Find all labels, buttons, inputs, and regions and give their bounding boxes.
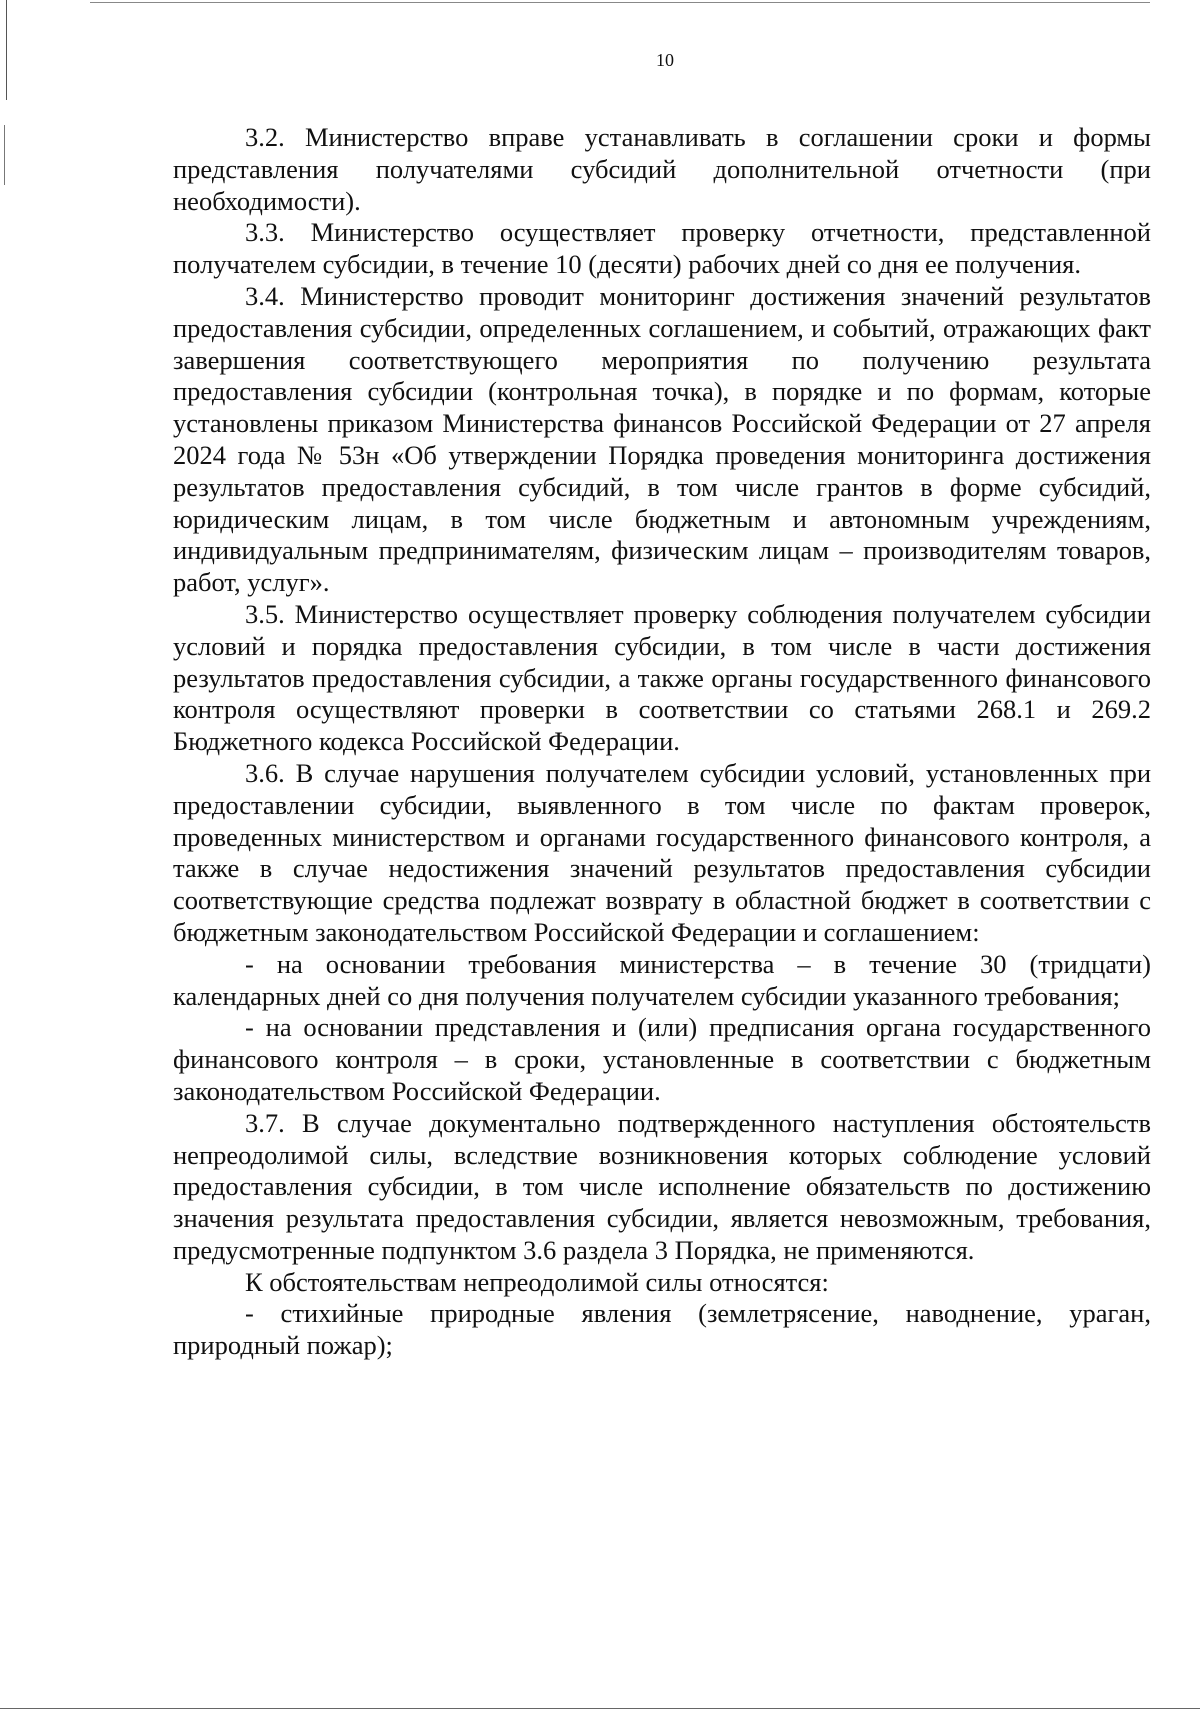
scan-edge-line bbox=[0, 1708, 1200, 1709]
scan-edge-line bbox=[90, 2, 1150, 3]
paragraph-3-6: 3.6. В случае нарушения получателем субсидии условий, установленных при предоставлении субсидии, выявленного в том числе по фактам проверок, проведенных министерством и органами государственного финансового контроля, а также в случае недостижения значений результатов предоставления субсидии соответствующие средства подлежат возврату в областной бюджет в соответствии с бюджетным законодательством Российской Федерации и соглашением: bbox=[173, 757, 1151, 947]
list-item-requirement: - на основании требования министерства – в течение 30 (тридцати) календарных дней со дня получения получателем субсидии указанного требования; bbox=[173, 948, 1151, 1011]
page-number: 10 bbox=[656, 50, 674, 70]
paragraph-force-majeure-intro: К обстоятельствам непреодолимой силы относятся: bbox=[245, 1266, 829, 1297]
paragraph-3-5: 3.5. Министерство осуществляет проверку соблюдения получателем субсидии условий и порядка предоставления субсидии, в том числе в части достижения результатов предоставления субсидии, а также органы государственного финансового контроля осуществляют проверки в соответствии со статьями 268.1 и 269.2 Бюджетного кодекса Российской Федерации. bbox=[173, 598, 1151, 757]
paragraph-3-7: 3.7. В случае документально подтвержденного наступления обстоятельств непреодолимой силы, вследствие возникновения которых соблюдение условий предоставления субсидии, в том числе исполнение обязательств по достижению значения результата предоставления субсидии, является невозможным, требования, предусмотренные подпунктом 3.6 раздела 3 Порядка, не применяются. bbox=[173, 1107, 1151, 1265]
list-item-prescription: - на основании представления и (или) предписания органа государственного финансового контроля – в сроки, установленные в соответствии с бюджетным законодательством Российской Федерации. bbox=[173, 1012, 1151, 1106]
document-body bbox=[173, 122, 1151, 1362]
scan-edge-line bbox=[4, 125, 5, 185]
paragraph-3-2: 3.2. Министерство вправе устанавливать в соглашении сроки и формы представления получателями субсидий дополнительной отчетности (при необходимости). bbox=[173, 122, 1151, 216]
paragraph-3-4: 3.4. Министерство проводит мониторинг достижения значений результатов предоставления субсидии, определенных соглашением, и событий, отражающих факт завершения соответствующего мероприятия по получению результата предоставления субсидии (контрольная точка), в порядке и по формам, которые установлены приказом Министерства финансов Российской Федерации от 27 апреля 2024 года № 53н «Об утверждении Порядка проведения мониторинга достижения результатов предоставления субсидий, в том числе грантов в форме субсидий, юридическим лицам, в том числе бюджетным и автономным учреждениям, индивидуальным предпринимателям, физическим лицам – производителям товаров, работ, услуг». bbox=[173, 280, 1151, 598]
list-item-natural-phenomena: - стихийные природные явления (землетрясение, наводнение, ураган, природный пожар); bbox=[173, 1298, 1151, 1361]
paragraph-3-3: 3.3. Министерство осуществляет проверку отчетности, представленной получателем субсидии, в течение 10 (десяти) рабочих дней со дня ее получения. bbox=[173, 217, 1151, 280]
